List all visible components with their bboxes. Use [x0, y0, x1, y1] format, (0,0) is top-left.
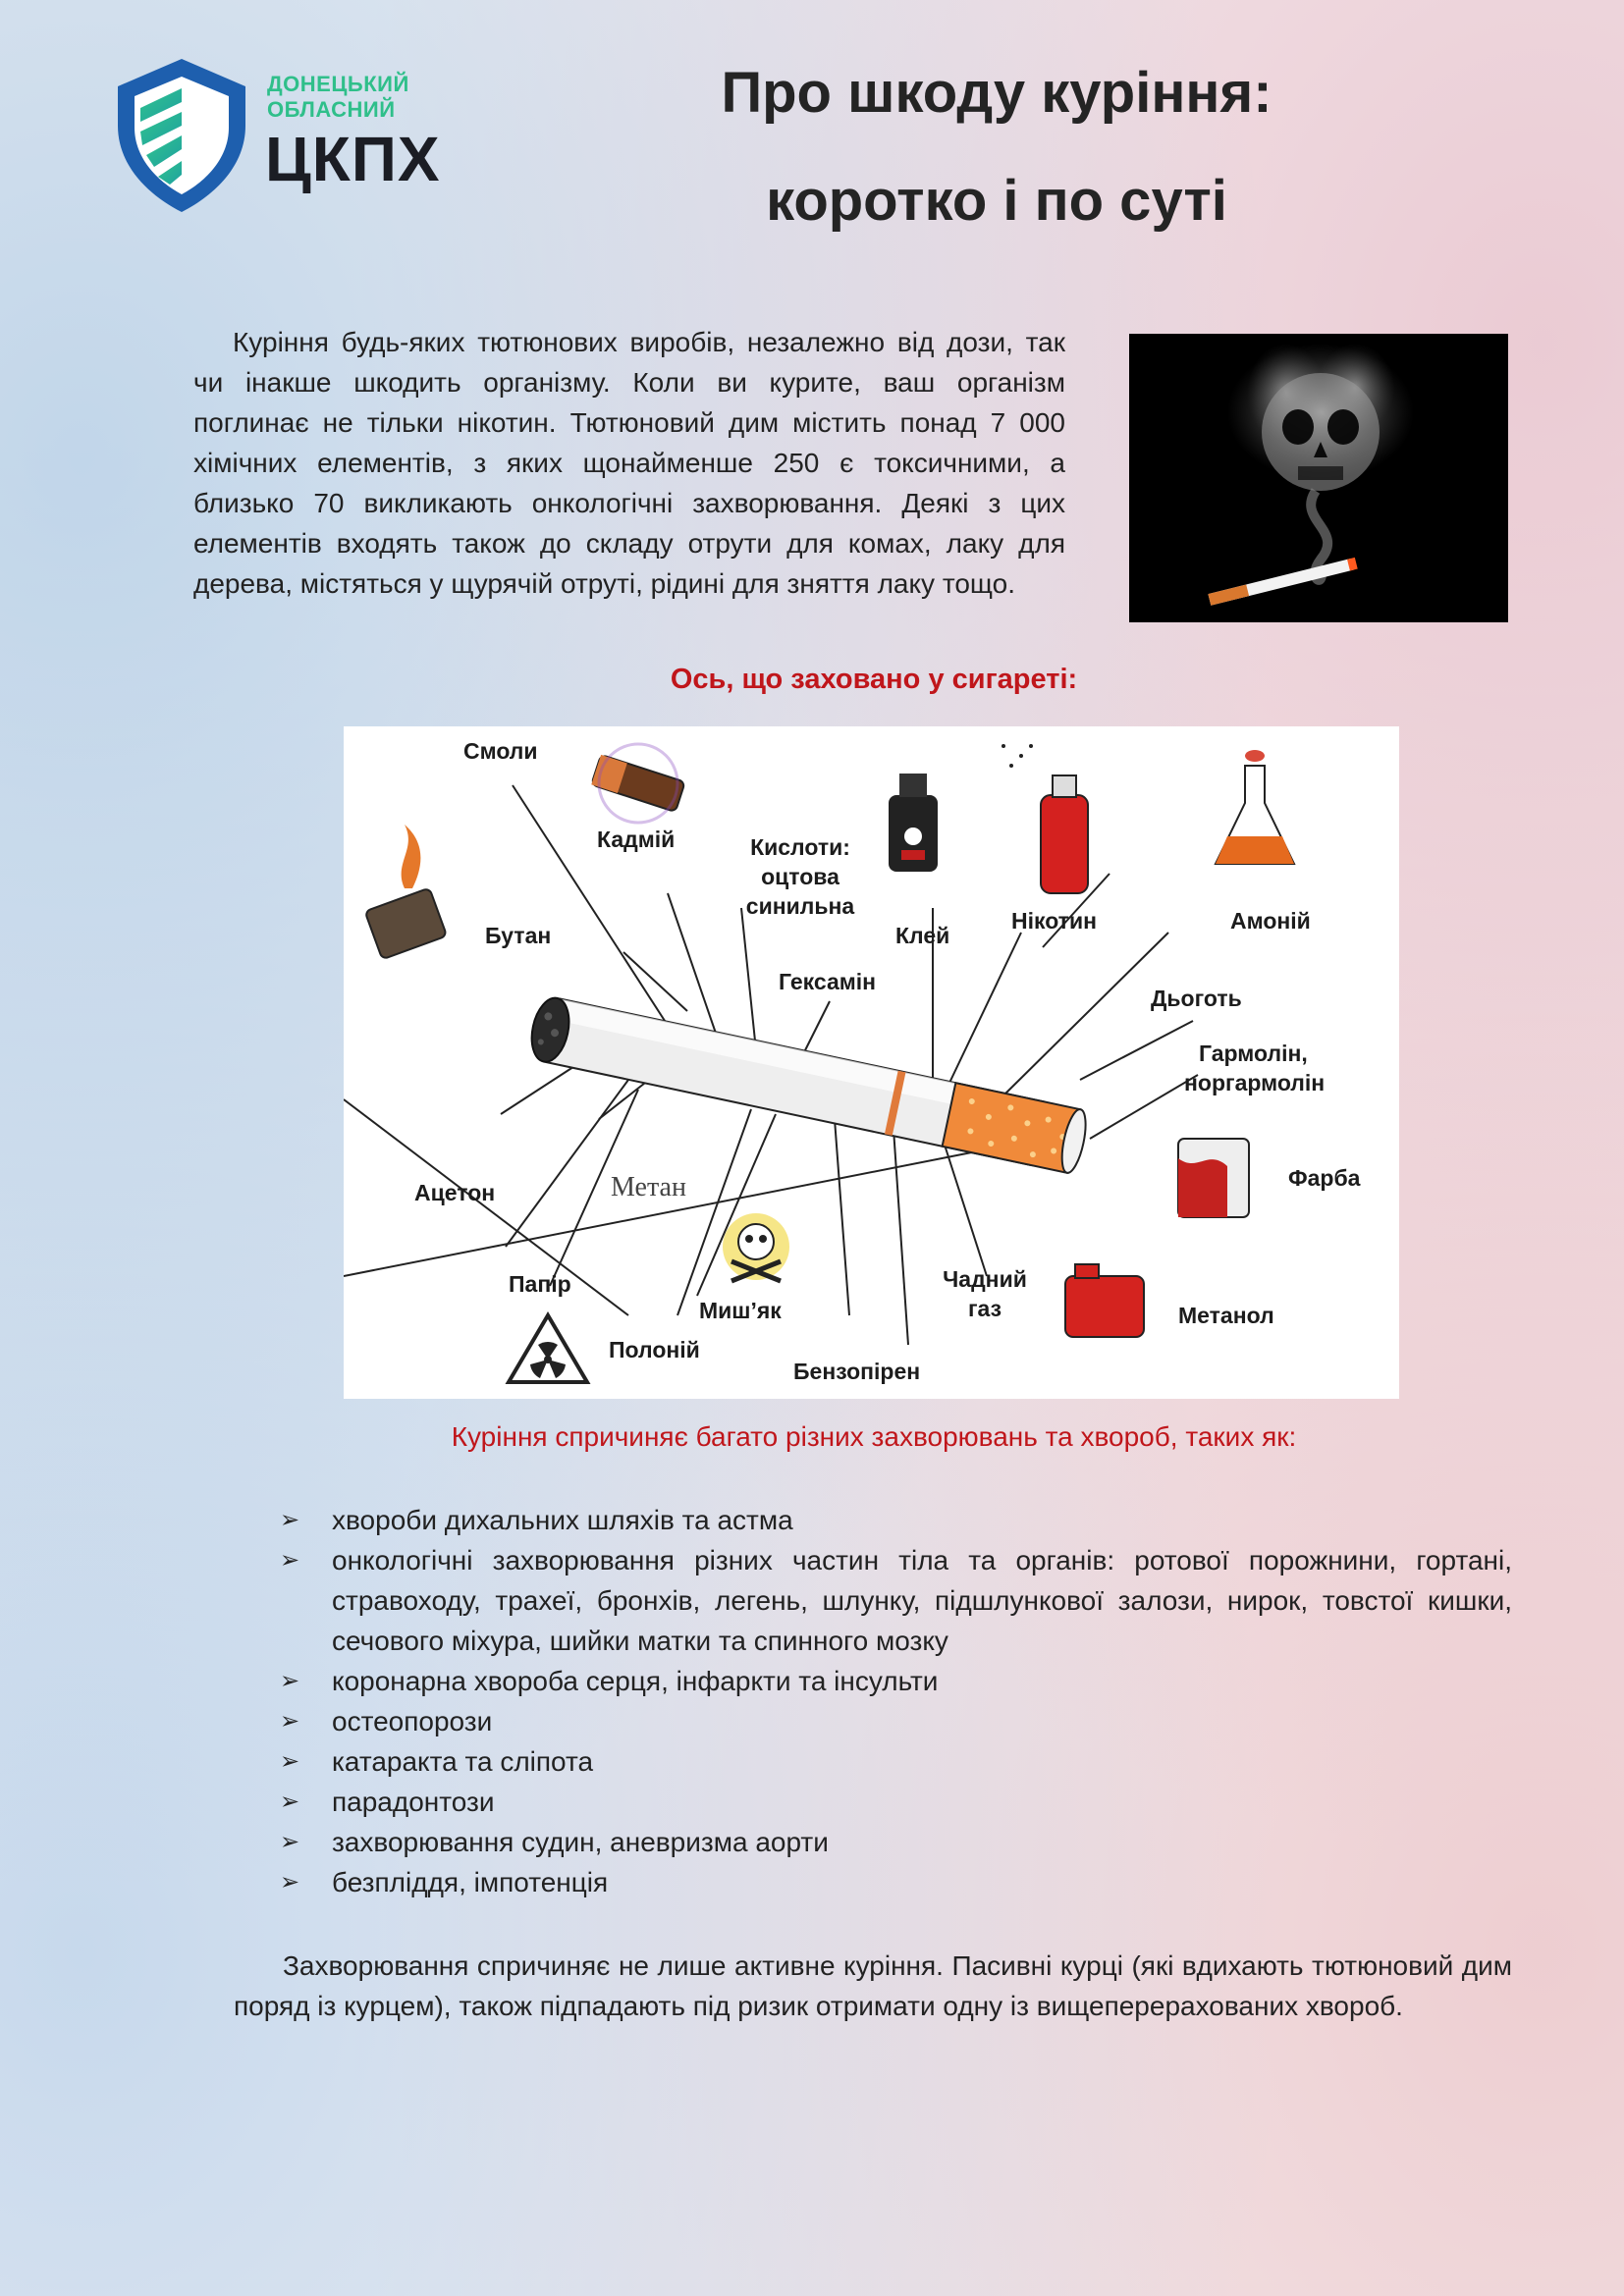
label-benzopiren: Бензопірен	[793, 1359, 921, 1384]
arrow-bullet-icon: ➢	[280, 1869, 300, 1896]
list-item-text: коронарна хвороба серця, інфаркти та інсульти	[332, 1666, 939, 1696]
skull-icon	[723, 1213, 789, 1281]
list-item-text: парадонтози	[332, 1787, 495, 1817]
lighter-icon	[365, 825, 448, 959]
label-polonii: Полоній	[609, 1337, 700, 1362]
label-synylna: синильна	[745, 893, 855, 919]
list-item-text: захворювання судин, аневризма аорти	[332, 1827, 829, 1857]
radiation-icon	[509, 1315, 587, 1382]
label-amonii: Амоній	[1230, 908, 1311, 934]
arrow-bullet-icon: ➢	[280, 1668, 300, 1694]
label-chadnyi-line1: Чадний	[943, 1266, 1027, 1292]
list-item-text: катаракта та сліпота	[332, 1746, 594, 1777]
label-heksamin: Гексамін	[779, 969, 877, 994]
arrow-bullet-icon: ➢	[280, 1748, 300, 1775]
list-item	[280, 1500, 1512, 1540]
flask-icon	[1216, 750, 1294, 864]
cigarette-chemicals-diagram	[344, 726, 1399, 1399]
list-item	[280, 1782, 1512, 1822]
logo-line1: ДОНЕЦЬКИЙ	[267, 72, 409, 96]
outro-paragraph: Захворювання спричиняє не лише активне куріння. Пасивні курці (які вдихають тютюновий дим поряд із курцем), також підпадають під ризик отримати одну із вищеперерахованих хвороб.	[234, 1950, 1512, 2021]
arrow-bullet-icon: ➢	[280, 1547, 300, 1574]
smoke-skull-image	[1129, 334, 1508, 622]
label-metanol: Метанол	[1178, 1303, 1274, 1328]
label-nikotyn: Нікотин	[1011, 908, 1097, 934]
logo-region-text	[267, 72, 409, 123]
label-kadmii: Кадмій	[597, 827, 676, 852]
label-butan: Бутан	[485, 923, 552, 948]
logo-line2: ОБЛАСНИЙ	[267, 97, 396, 122]
list-item-text: хвороби дихальних шляхів та астма	[332, 1505, 793, 1535]
label-metan: Метан	[611, 1172, 686, 1202]
label-harmolin	[1184, 1039, 1325, 1097]
label-harmolin-line2: норгармолін	[1184, 1070, 1326, 1095]
list-item	[280, 1822, 1512, 1862]
label-kysloty	[741, 832, 859, 921]
list-item-text: онкологічні захворювання різних частин тіла та органів: ротової порожнини, гортані, стравоходу, трахеї, бронхів, легень, шлунку, підшлункової залози, нирок, товстої кишки, сечового міхура, шийки матки та спинного мозку	[332, 1545, 1512, 1656]
arrow-bullet-icon: ➢	[280, 1789, 300, 1815]
list-item-text: остеопорози	[332, 1706, 493, 1736]
label-kysloty-title: Кислоти:	[750, 834, 850, 860]
list-item-text: безпліддя, імпотенція	[332, 1867, 609, 1897]
shield-icon	[113, 57, 260, 214]
logo-abbreviation: ЦКПХ	[265, 124, 441, 194]
intro-paragraph: Куріння будь-яких тютюнових виробів, незалежно від дози, так чи інакше шкодить організму. Коли ви курите, ваш організм поглинає не тільки нікотин. Тютюновий дим містить понад 7 000 хімічних елементів, з яких щонайменше 250 є токсичними, а близько 70 викликають онкологічні захворювання. Деякі з цих елементів входять також до складу отрути для комах, лаку для дерева, містяться у щурячій отруті, рідині для зняття лаку тощо.	[193, 327, 1065, 599]
label-smoly: Смоли	[463, 738, 538, 764]
diseases-list	[280, 1500, 1512, 1902]
label-otstova: оцтова	[761, 864, 839, 889]
label-chadnyi	[931, 1264, 1039, 1323]
diseases-caption: Куріння спричиняє багато різних захворювань та хвороб, таких як:	[451, 1421, 1297, 1452]
arrow-bullet-icon: ➢	[280, 1507, 300, 1533]
list-item	[280, 1862, 1512, 1902]
label-mysh: Миш’як	[699, 1298, 782, 1323]
label-papir: Папір	[509, 1271, 571, 1297]
arrow-bullet-icon: ➢	[280, 1708, 300, 1735]
title-line1: Про шкоду куріння:	[721, 61, 1272, 125]
list-item	[280, 1661, 1512, 1701]
label-farba: Фарба	[1288, 1165, 1361, 1191]
fuel-canister-icon	[1065, 1264, 1144, 1337]
title-line2: коротко і по суті	[766, 169, 1227, 233]
page-title	[609, 39, 1384, 255]
glue-bottle-icon	[889, 774, 938, 872]
diagram-caption: Ось, що заховано у сигареті:	[670, 664, 1078, 695]
battery-icon	[591, 744, 684, 823]
label-dohot: Дьоготь	[1151, 986, 1242, 1011]
list-item	[280, 1540, 1512, 1661]
list-item	[280, 1701, 1512, 1741]
label-klei: Клей	[895, 923, 950, 948]
spray-can-icon	[1001, 744, 1088, 893]
paint-can-icon	[1178, 1139, 1249, 1217]
label-atseton: Ацетон	[414, 1180, 496, 1205]
organization-logo	[113, 57, 466, 214]
label-chadnyi-line2: газ	[967, 1296, 1002, 1321]
label-harmolin-line1: Гармолін,	[1199, 1041, 1308, 1066]
list-item	[280, 1741, 1512, 1782]
arrow-bullet-icon: ➢	[280, 1829, 300, 1855]
